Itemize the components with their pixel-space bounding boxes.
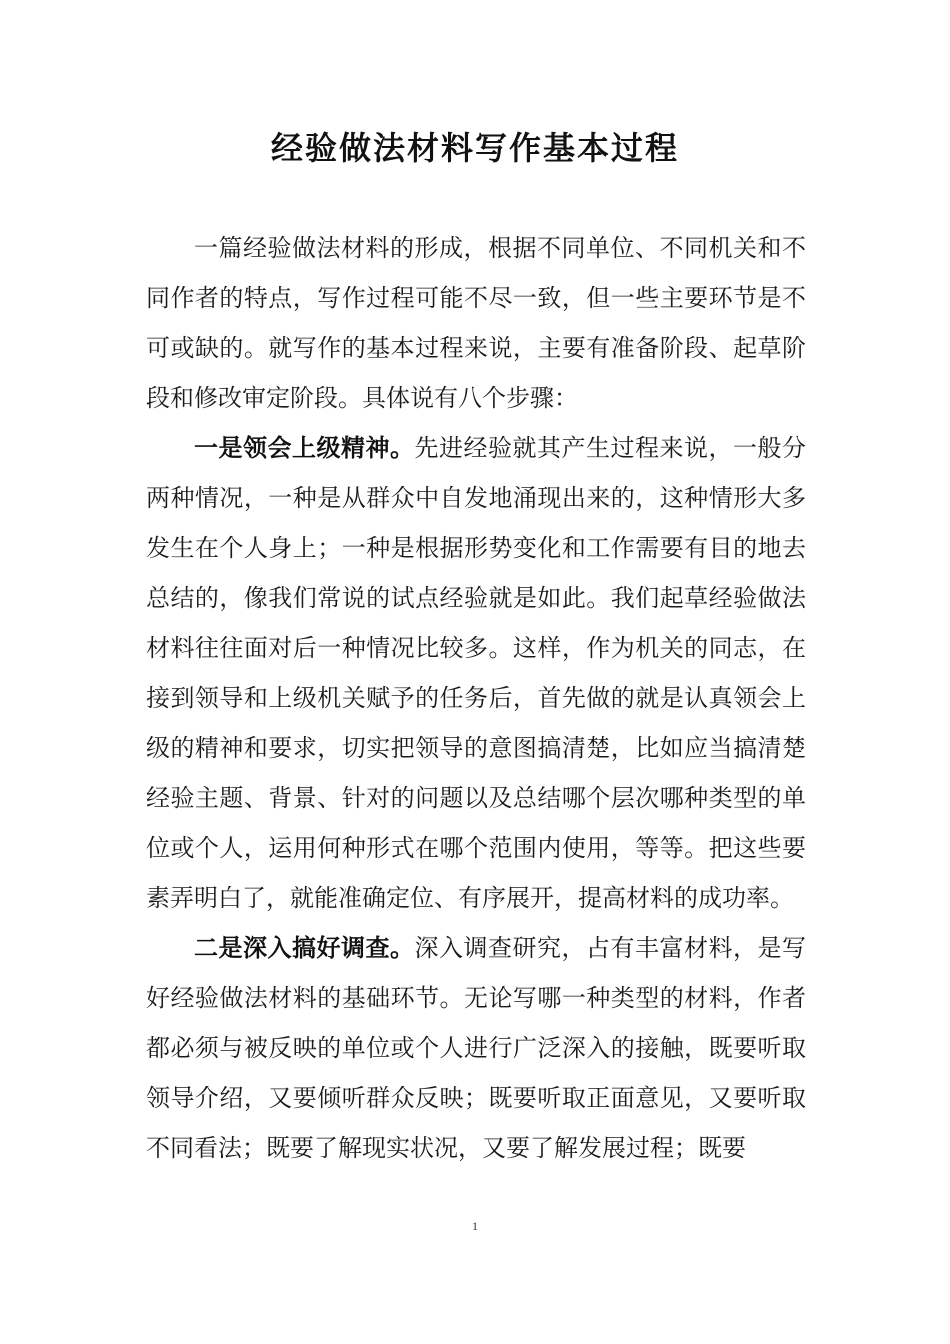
paragraph-text: 深入调查研究，占有丰富材料，是写好经验做法材料的基础环节。无论写哪一种类型的材料，作者都必须与被反映的单位或个人进行广泛深入的接触，既要听取领导介绍，又要倾听群众反映；既要听取正面意见，又要听取不同看法；既要了解现实状况，又要了解发展过程；既要 <box>146 934 806 1162</box>
paragraph-lead-heading: 一是领会上级精神。 <box>194 434 415 462</box>
paragraph-step-two <box>146 923 806 1173</box>
paragraph-text: 一篇经验做法材料的形成，根据不同单位、不同机关和不同作者的特点，写作过程可能不尽一致，但一些主要环节是不可或缺的。就写作的基本过程来说，主要有准备阶段、起草阶段和修改审定阶段。具体说有八个步骤： <box>146 234 806 412</box>
page-number: 1 <box>472 1219 478 1233</box>
document-title: 经验做法材料写作基本过程 <box>270 129 679 167</box>
paragraph-step-one <box>146 423 806 923</box>
paragraph-text: 先进经验就其产生过程来说，一般分两种情况，一种是从群众中自发地涌现出来的，这种情形大多发生在个人身上；一种是根据形势变化和工作需要有目的地去总结的，像我们常说的试点经验就是如此。我们起草经验做法材料往往面对后一种情况比较多。这样，作为机关的同志，在接到领导和上级机关赋予的任务后，首先做的就是认真领会上级的精神和要求，切实把领导的意图搞清楚，比如应当搞清楚经验主题、背景、针对的问题以及总结哪个层次哪种类型的单位或个人，运用何种形式在哪个范围内使用，等等。把这些要素弄明白了，就能准确定位、有序展开，提高材料的成功率。 <box>146 434 806 912</box>
document-body <box>146 223 806 1173</box>
paragraph-intro <box>146 223 806 423</box>
paragraph-lead-heading: 二是深入搞好调查。 <box>194 934 415 962</box>
